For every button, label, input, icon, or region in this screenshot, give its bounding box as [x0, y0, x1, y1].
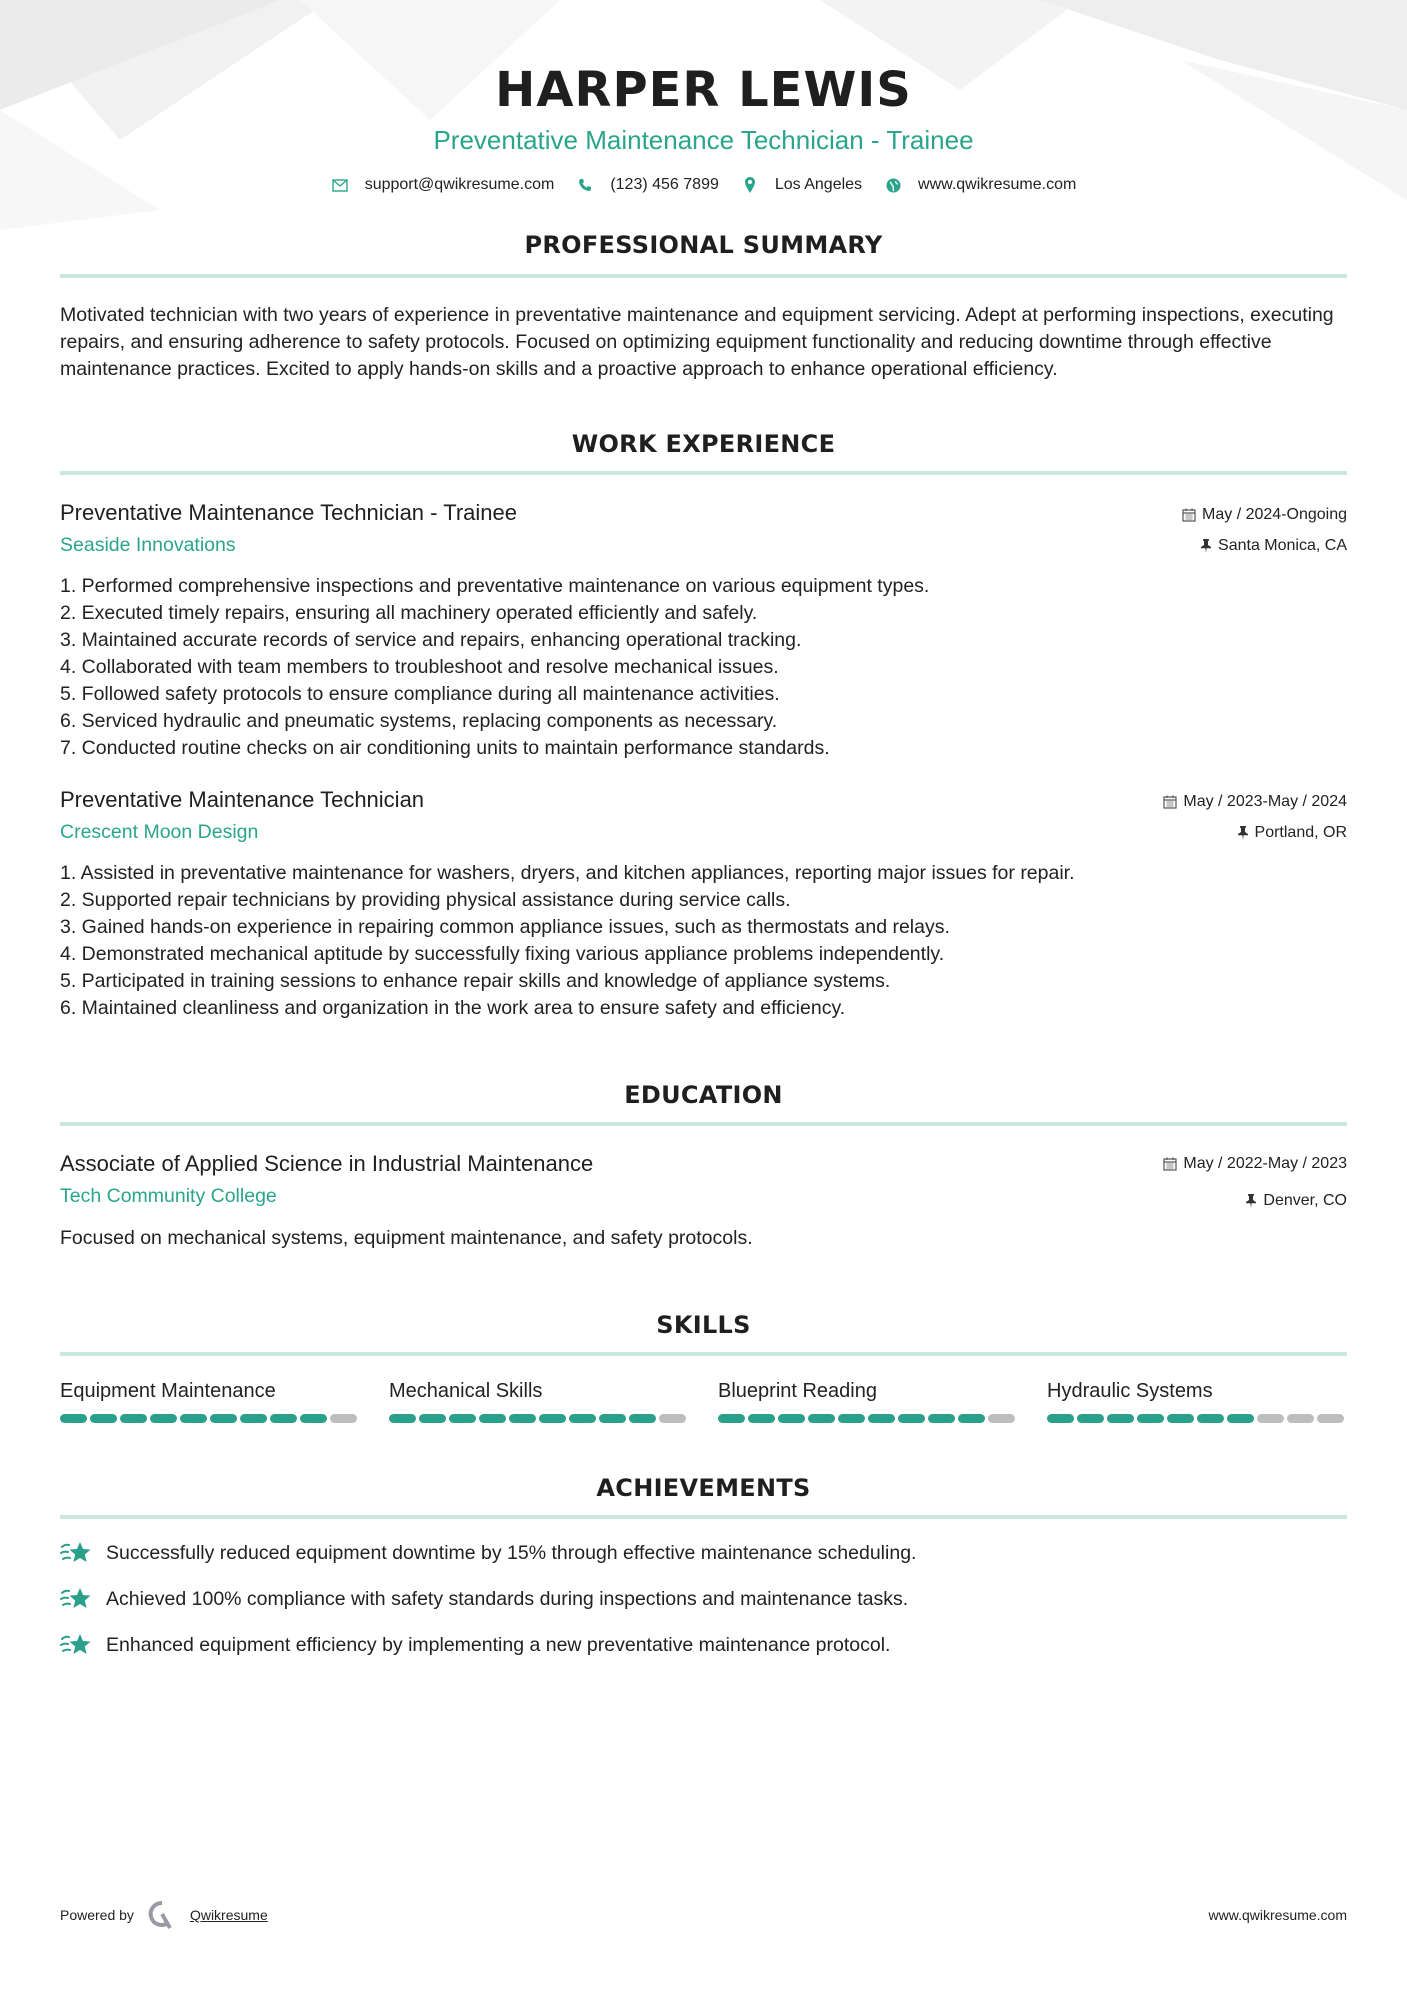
candidate-headline: Preventative Maintenance Technician - Trainee — [433, 125, 974, 155]
job-title: Preventative Maintenance Technician - Trainee — [60, 500, 517, 525]
skill-segment-empty — [1317, 1414, 1344, 1423]
skill-name: Mechanical Skills — [389, 1380, 543, 1402]
skill-segment-filled — [150, 1414, 177, 1423]
skill-segment-filled — [1047, 1414, 1074, 1423]
skill-segment-filled — [599, 1414, 626, 1423]
website-text: www.qwikresume.com — [918, 176, 1077, 193]
skill-rating-bar — [718, 1414, 1018, 1423]
section-title-experience: WORK EXPERIENCE — [571, 430, 836, 458]
job-bullet: 5. Followed safety protocols to ensure compliance during all maintenance activities. — [60, 683, 780, 705]
achievement-text: Successfully reduced equipment downtime by 15% through effective maintenance scheduling. — [106, 1542, 917, 1564]
job-title: Preventative Maintenance Technician — [60, 787, 425, 812]
pushpin-icon — [1237, 826, 1249, 840]
contact-website[interactable] — [884, 176, 1076, 194]
skill-segment-filled — [958, 1414, 985, 1423]
skill-segment-filled — [1197, 1414, 1224, 1423]
skill-segment-empty — [988, 1414, 1015, 1423]
section-title-achievements: ACHIEVEMENTS — [596, 1474, 811, 1502]
education-entry — [60, 1150, 1347, 1252]
skill-item — [718, 1378, 1018, 1423]
skill-rating-bar — [60, 1414, 360, 1423]
job-bullet: 2. Supported repair technicians by providing physical assistance during service calls. — [60, 889, 791, 911]
education-location: Denver, CO — [1263, 1192, 1347, 1209]
achievement-text: Enhanced equipment efficiency by implementing a new preventative maintenance protocol. — [106, 1634, 891, 1656]
skill-segment-filled — [60, 1414, 87, 1423]
education-description: Focused on mechanical systems, equipment maintenance, and safety protocols. — [60, 1227, 753, 1249]
skill-segment-filled — [539, 1414, 566, 1423]
achievements-section — [60, 1473, 1347, 1659]
skill-segment-filled — [868, 1414, 895, 1423]
map-pin-icon — [741, 176, 759, 194]
achievement-text: Achieved 100% compliance with safety standards during inspections and maintenance tasks. — [106, 1588, 909, 1610]
skill-segment-filled — [1077, 1414, 1104, 1423]
globe-icon — [884, 176, 902, 194]
footer-website[interactable]: www.qwikresume.com — [1208, 1907, 1347, 1923]
section-divider — [60, 471, 1347, 475]
job-bullet: 3. Gained hands-on experience in repairing common appliance issues, such as thermostats and relays. — [60, 916, 950, 938]
skill-segment-filled — [1137, 1414, 1164, 1423]
skill-segment-filled — [300, 1414, 327, 1423]
section-title-summary: PROFESSIONAL SUMMARY — [524, 231, 883, 259]
education-section — [60, 1080, 1347, 1252]
location-text: Los Angeles — [774, 176, 863, 193]
contact-location — [741, 176, 862, 194]
envelope-icon — [331, 176, 349, 194]
pushpin-icon — [1245, 1194, 1257, 1208]
calendar-icon — [1182, 508, 1196, 522]
contact-bar — [60, 176, 1347, 194]
job-company: Seaside Innovations — [60, 534, 236, 556]
qwikresume-logo-icon — [148, 1900, 176, 1930]
skill-segment-filled — [180, 1414, 207, 1423]
skills-section — [60, 1310, 1347, 1423]
skill-segment-filled — [449, 1414, 476, 1423]
skills-grid — [60, 1378, 1347, 1423]
skill-segment-filled — [210, 1414, 237, 1423]
skill-item — [60, 1378, 360, 1423]
education-dates: May / 2022-May / 2023 — [1183, 1155, 1347, 1172]
achievement-item — [60, 1585, 1347, 1613]
section-title-education: EDUCATION — [624, 1081, 783, 1109]
shooting-star-icon — [60, 1585, 92, 1613]
skill-segment-filled — [1227, 1414, 1254, 1423]
skill-segment-filled — [928, 1414, 955, 1423]
skill-segment-empty — [659, 1414, 686, 1423]
skill-item — [1047, 1378, 1347, 1423]
job-bullet: 1. Assisted in preventative maintenance for washers, dryers, and kitchen appliances, reporting major issues for repair. — [60, 862, 1075, 884]
email-text: support@qwikresume.com — [364, 176, 555, 193]
skill-segment-empty — [1257, 1414, 1284, 1423]
skill-segment-filled — [718, 1414, 745, 1423]
skill-name: Hydraulic Systems — [1047, 1380, 1213, 1402]
skill-name: Blueprint Reading — [718, 1380, 877, 1402]
skill-rating-bar — [389, 1414, 689, 1423]
section-divider — [60, 1122, 1347, 1126]
skill-segment-filled — [1167, 1414, 1194, 1423]
achievements-list — [60, 1539, 1347, 1659]
skill-segment-filled — [509, 1414, 536, 1423]
skill-segment-filled — [838, 1414, 865, 1423]
skill-segment-empty — [330, 1414, 357, 1423]
powered-by-label: Powered by — [60, 1907, 134, 1923]
achievement-item — [60, 1539, 1347, 1567]
skill-segment-filled — [90, 1414, 117, 1423]
job-bullet: 1. Performed comprehensive inspections and preventative maintenance on various equipment types. — [60, 575, 930, 597]
phone-text: (123) 456 7899 — [610, 176, 719, 193]
skill-segment-filled — [479, 1414, 506, 1423]
calendar-icon — [1163, 795, 1177, 809]
job-location: Portland, OR — [1254, 824, 1347, 841]
shooting-star-icon — [60, 1631, 92, 1659]
job-bullet: 5. Participated in training sessions to enhance repair skills and knowledge of appliance systems. — [60, 970, 891, 992]
skill-rating-bar — [1047, 1414, 1347, 1423]
page-footer — [60, 1900, 1347, 1930]
job-bullet: 3. Maintained accurate records of service and repairs, enhancing operational tracking. — [60, 629, 802, 651]
skill-segment-filled — [270, 1414, 297, 1423]
school-name: Tech Community College — [60, 1185, 277, 1207]
phone-icon — [576, 176, 594, 194]
degree-title: Associate of Applied Science in Industrial Maintenance — [60, 1151, 594, 1176]
summary-text: Motivated technician with two years of experience in preventative maintenance and equipment servicing. Adept at performing inspections, executing repairs, and ensuring adherence to safety protocols. Focused on optimizing equipment functionality and reducing downtime through effective maintenance practices. Excited to apply hands-on skills and a proactive approach to enhance operational efficiency. — [60, 304, 1334, 380]
job-bullets — [60, 860, 1347, 1022]
job-dates: May / 2023-May / 2024 — [1183, 793, 1347, 810]
job-bullets — [60, 573, 1347, 762]
section-title-skills: SKILLS — [656, 1311, 751, 1339]
job-company: Crescent Moon Design — [60, 821, 259, 843]
section-divider — [60, 1352, 1347, 1356]
job-entry — [60, 499, 1347, 762]
job-bullet: 7. Conducted routine checks on air conditioning units to maintain performance standards. — [60, 737, 830, 759]
skill-segment-filled — [569, 1414, 596, 1423]
candidate-name: HARPER LEWIS — [495, 62, 912, 118]
section-divider — [60, 274, 1347, 278]
skill-segment-filled — [1107, 1414, 1134, 1423]
job-entry — [60, 786, 1347, 1022]
job-bullet: 4. Demonstrated mechanical aptitude by successfully fixing various appliance problems independently. — [60, 943, 945, 965]
job-location: Santa Monica, CA — [1218, 537, 1347, 554]
job-dates: May / 2024-Ongoing — [1202, 506, 1347, 523]
job-bullet: 6. Maintained cleanliness and organization in the work area to ensure safety and efficiency. — [60, 997, 846, 1019]
skill-item — [389, 1378, 689, 1423]
skill-segment-filled — [419, 1414, 446, 1423]
job-bullet: 2. Executed timely repairs, ensuring all machinery operated efficiently and safely. — [60, 602, 758, 624]
achievement-item — [60, 1631, 1347, 1659]
skill-name: Equipment Maintenance — [60, 1380, 276, 1402]
skill-segment-filled — [120, 1414, 147, 1423]
skill-segment-empty — [1287, 1414, 1314, 1423]
skill-segment-filled — [389, 1414, 416, 1423]
contact-phone[interactable] — [576, 176, 719, 194]
skill-segment-filled — [778, 1414, 805, 1423]
skill-segment-filled — [240, 1414, 267, 1423]
skill-segment-filled — [808, 1414, 835, 1423]
skill-segment-filled — [898, 1414, 925, 1423]
summary-section — [60, 230, 1347, 383]
pushpin-icon — [1200, 539, 1212, 553]
skill-segment-filled — [629, 1414, 656, 1423]
contact-email[interactable] — [331, 176, 555, 194]
experience-section — [60, 429, 1347, 1022]
skill-segment-filled — [748, 1414, 775, 1423]
section-divider — [60, 1515, 1347, 1519]
shooting-star-icon — [60, 1539, 92, 1567]
resume-header — [60, 0, 1347, 194]
job-bullet: 6. Serviced hydraulic and pneumatic systems, replacing components as necessary. — [60, 710, 778, 732]
qwikresume-link[interactable]: Qwikresume — [189, 1907, 268, 1923]
job-bullet: 4. Collaborated with team members to troubleshoot and resolve mechanical issues. — [60, 656, 779, 678]
calendar-icon — [1163, 1157, 1177, 1171]
